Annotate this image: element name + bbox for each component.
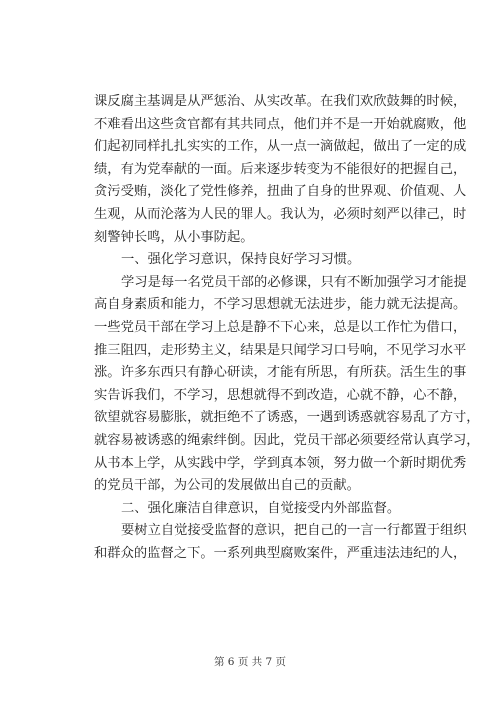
text-line: 贪污受贿，淡化了党性修养，扭曲了自身的世界观、价值观、人 (94, 184, 467, 200)
text-line: 刻警钟长鸣，从小事防起。 (94, 229, 254, 245)
text-line: 从书本上学，从实践中学，学到真本领，努力做一个新时期优秀 (94, 455, 467, 471)
text-line: 绩，有为党奉献的一面。后来逐步转变为不能很好的把握自己， (94, 161, 467, 177)
text-line: 要树立自觉接受监督的意识，把自己的一言一行都置于组织 (121, 523, 467, 539)
document-body (94, 91, 480, 565)
text-line: 学习是每一名党员干部的必修课，只有不断加强学习才能提 (121, 274, 467, 290)
page-footer: 第 6 页 共 7 页 (213, 656, 287, 668)
text-line: 就容易被诱惑的绳索绊倒。因此，党员干部必须要经常认真学习， (94, 432, 480, 448)
text-line: 生观，从而沦落为人民的罪人。我认为，必须时刻严以律己，时 (94, 206, 467, 222)
text-line: 高自身素质和能力，不学习思想就无法进步，能力就无法提高。 (94, 297, 467, 313)
text-line: 欲望就容易膨胀，就拒绝不了诱惑，一遇到诱惑就容易乱了方寸， (94, 410, 480, 426)
text-line: 二、强化廉洁自律意识，自觉接受内外部监督。 (121, 500, 401, 516)
text-line: 的党员干部，为公司的发展做出自己的贡献。 (94, 478, 360, 494)
text-line: 和群众的监督之下。一系列典型腐败案件，严重违法违纪的人， (94, 545, 467, 561)
text-line: 涨。许多东西只有静心研读，才能有所思，有所获。活生生的事 (94, 365, 467, 381)
text-line: 课反腐主基调是从严惩治、从实改革。在我们欢欣鼓舞的时候， (94, 94, 467, 109)
text-line: 实告诉我们，不学习，思想就得不到改造，心就不静，心不静， (94, 387, 467, 403)
text-line: 不难看出这些贪官都有其共同点，他们并不是一开始就腐败，他 (94, 116, 467, 132)
text-line: 推三阻四，走形势主义，结果是只闻学习口号响，不见学习水平 (94, 342, 467, 358)
text-line: 一、强化学习意识，保持良好学习习惯。 (121, 252, 361, 268)
text-line: 们起初同样扎扎实实的工作，从一点一滴做起，做出了一定的成 (94, 139, 467, 155)
text-line: 一些党员干部在学习上总是静不下心来，总是以工作忙为借口， (94, 319, 467, 335)
